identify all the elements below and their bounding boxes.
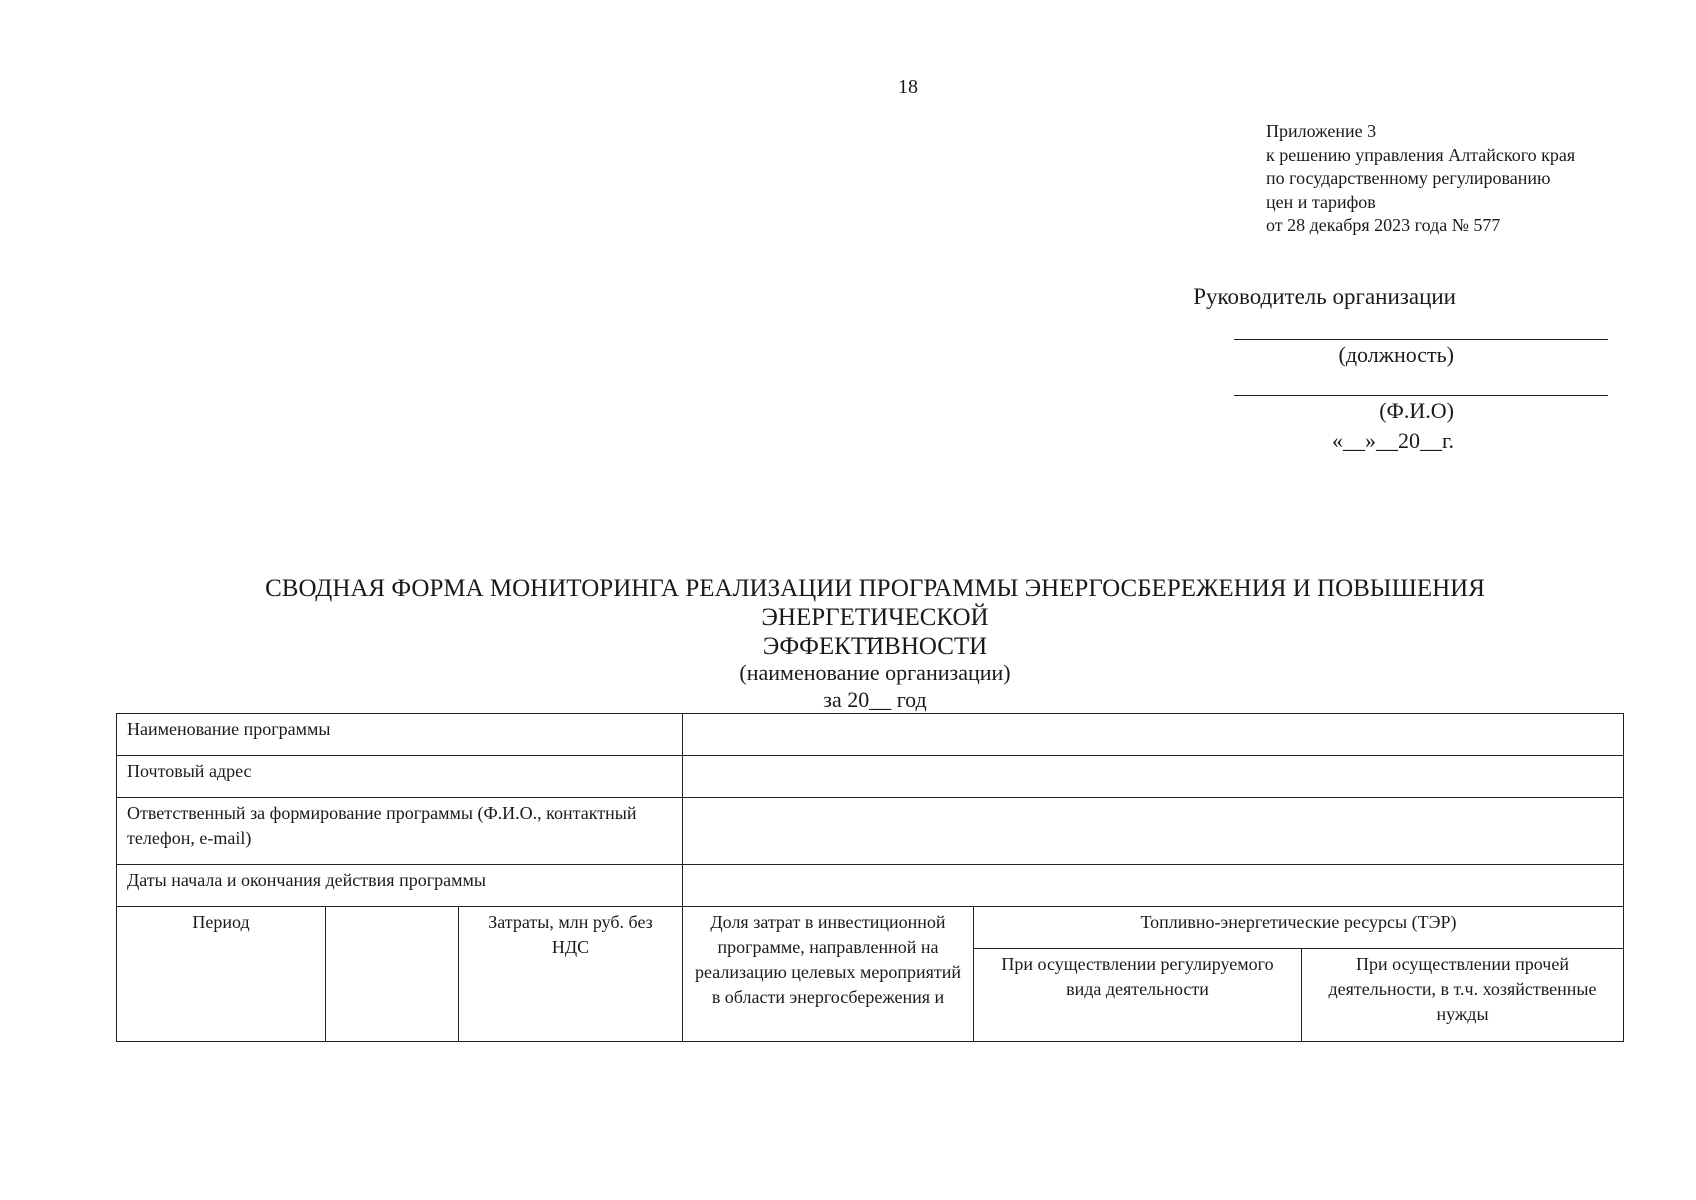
organization-name-line bbox=[862, 638, 884, 639]
table-row bbox=[117, 756, 1624, 798]
form-title bbox=[150, 574, 1600, 661]
year-line: за 20__ год bbox=[823, 687, 927, 712]
info-value[interactable] bbox=[683, 714, 1624, 756]
form-title-line: ЭФФЕКТИВНОСТИ bbox=[762, 633, 988, 660]
header-share: Доля затрат в инвестиционной программе, направленной на реализацию целевых мероприятий в области энергосбережения и bbox=[683, 907, 974, 1042]
header-period: Период bbox=[117, 907, 326, 1042]
form-title-line: СВОДНАЯ ФОРМА МОНИТОРИНГА РЕАЛИЗАЦИИ ПРОГРАММЫ ЭНЕРГОСБЕРЕЖЕНИЯ И ПОВЫШЕНИЯ ЭНЕРГЕТИЧЕСКОЙ bbox=[265, 575, 1485, 631]
header-ter: Топливно-энергетические ресурсы (ТЭР) bbox=[974, 907, 1624, 949]
info-value[interactable] bbox=[683, 865, 1624, 907]
info-value[interactable] bbox=[683, 756, 1624, 798]
header-ter-other: При осуществлении прочей деятельности, в т.ч. хозяйственные нужды bbox=[1302, 949, 1624, 1042]
table-row bbox=[117, 798, 1624, 865]
header-blank bbox=[326, 907, 459, 1042]
organization-caption: (наименование организации) bbox=[739, 660, 1011, 685]
fio-signature-line bbox=[1234, 395, 1608, 396]
info-value[interactable] bbox=[683, 798, 1624, 865]
page-number: 18 bbox=[898, 76, 918, 98]
table-row bbox=[117, 714, 1624, 756]
header-ter-regulated: При осуществлении регулируемого вида деятельности bbox=[974, 949, 1302, 1042]
appendix-block bbox=[1266, 120, 1575, 238]
header-row bbox=[117, 907, 1624, 949]
monitoring-form-table bbox=[116, 713, 1624, 1042]
appendix-line: от 28 декабря 2023 года № 577 bbox=[1266, 215, 1501, 235]
position-caption: (должность) bbox=[1338, 342, 1454, 367]
table-row bbox=[117, 865, 1624, 907]
info-label: Почтовый адрес bbox=[117, 756, 683, 798]
info-label: Даты начала и окончания действия программы bbox=[117, 865, 683, 907]
position-signature-line bbox=[1234, 339, 1608, 340]
approval-title: Руководитель организации bbox=[1193, 284, 1456, 309]
info-label: Наименование программы bbox=[117, 714, 683, 756]
fio-caption: (Ф.И.О) bbox=[1379, 398, 1454, 423]
header-costs: Затраты, млн руб. без НДС bbox=[459, 907, 683, 1042]
appendix-line: по государственному регулированию bbox=[1266, 168, 1551, 188]
info-label: Ответственный за формирование программы (Ф.И.О., контактный телефон, e-mail) bbox=[117, 798, 683, 865]
approval-date-line: «__»__20__г. bbox=[1331, 428, 1454, 453]
appendix-line: Приложение 3 bbox=[1266, 121, 1377, 141]
appendix-line: цен и тарифов bbox=[1266, 191, 1376, 212]
appendix-line: к решению управления Алтайского края bbox=[1266, 144, 1576, 165]
